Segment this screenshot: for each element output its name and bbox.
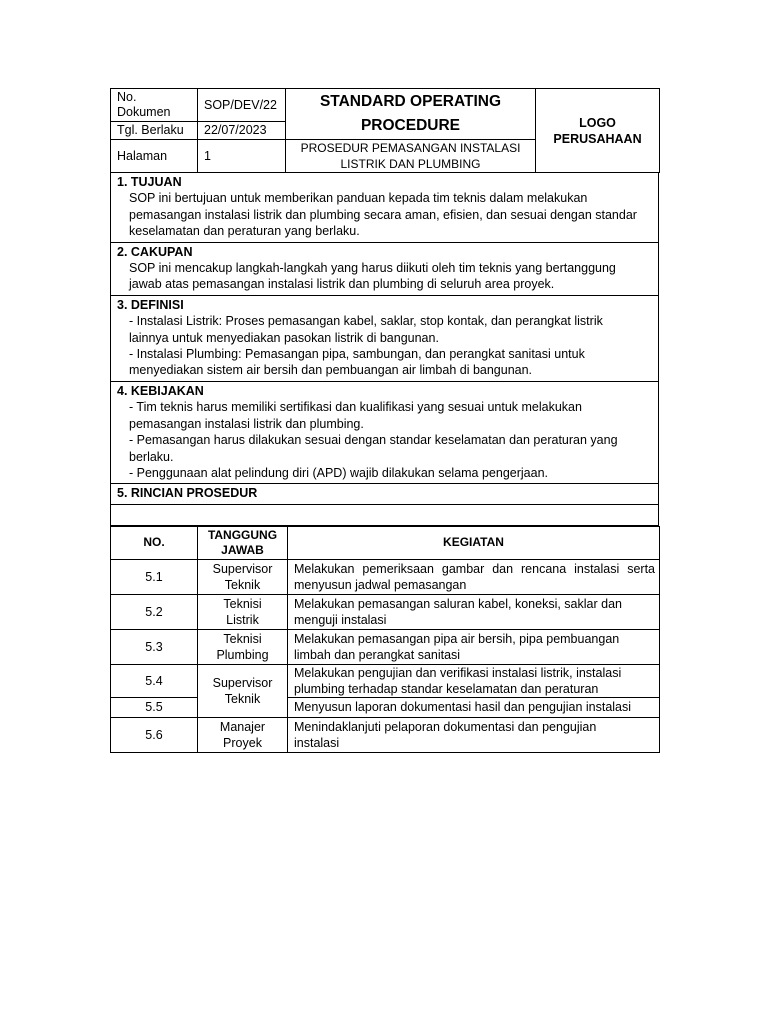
activity-line-2: plumbing terhadap standar keselamatan dan peraturan: [294, 681, 599, 696]
col-header-no: NO.: [111, 526, 198, 559]
table-row: [111, 594, 660, 629]
effective-date-value: 22/07/2023: [198, 122, 286, 140]
section-line: pemasangan instalasi listrik dan plumbing.: [129, 416, 364, 431]
activity-line-1: Melakukan pemeriksaan gambar dan rencana instalasi serta: [294, 561, 655, 576]
table-header-row: [111, 526, 660, 559]
section-line: berlaku.: [129, 449, 174, 464]
step-number: 5.2: [111, 594, 198, 629]
col-header-responsible-line-2: JAWAB: [221, 542, 264, 557]
spacer-row: [110, 505, 659, 526]
activity-line-2: menguji instalasi: [294, 612, 387, 627]
section-cakupan: [110, 243, 659, 296]
section-title: 4. KEBIJAKAN: [117, 383, 204, 398]
section-title: 3. DEFINISI: [117, 297, 184, 312]
section-line: pemasangan instalasi listrik dan plumbing secara aman, efisien, dan sesuai dengan standar: [129, 207, 637, 222]
responsible-line-1: Supervisor: [212, 675, 273, 690]
document-title: [286, 89, 536, 140]
step-activity: [288, 717, 660, 752]
col-header-activity: KEGIATAN: [288, 526, 660, 559]
responsible-line-1: Manajer: [219, 719, 266, 734]
section-line: - Instalasi Plumbing: Pemasangan pipa, sambungan, dan perangkat sanitasi untuk: [129, 347, 585, 362]
responsible-line-2: Proyek: [223, 735, 262, 750]
logo-line-2: PERUSAHAAN: [553, 131, 642, 146]
activity-line-2: instalasi: [294, 735, 340, 750]
col-header-responsible-line-1: TANGGUNG: [207, 527, 278, 542]
sop-document: [110, 88, 659, 753]
responsible-line-2: Teknik: [224, 577, 261, 592]
step-activity: [288, 629, 660, 664]
doc-no-label: No. Dokumen: [111, 89, 198, 122]
section-line: jawab atas pemasangan instalasi listrik dan plumbing di seluruh area proyek.: [129, 277, 555, 292]
step-activity: [288, 594, 660, 629]
step-number: 5.3: [111, 629, 198, 664]
page-label: Halaman: [111, 140, 198, 173]
logo-line-1: LOGO: [579, 115, 616, 130]
responsible-line-1: Supervisor: [212, 561, 273, 576]
section-rincian-prosedur: [110, 484, 659, 504]
section-title: 2. CAKUPAN: [117, 244, 193, 259]
step-responsible: [198, 629, 288, 664]
section-line: keselamatan dan peraturan yang berlaku.: [129, 224, 360, 239]
subtitle-line-2: LISTRIK DAN PLUMBING: [340, 157, 481, 171]
step-responsible: [198, 664, 288, 717]
subtitle-line-1: PROSEDUR PEMASANGAN INSTALASI: [300, 141, 521, 155]
company-logo-placeholder: [536, 89, 660, 173]
responsible-line-2: Teknik: [224, 691, 261, 706]
section-line: lainnya untuk menyediakan pasokan listrik di bangunan.: [129, 330, 439, 345]
page-value: 1: [198, 140, 286, 173]
document-header: [110, 88, 660, 173]
activity-line-2: menyusun jadwal pemasangan: [294, 577, 467, 592]
document-subtitle: [286, 140, 536, 173]
step-number: 5.1: [111, 559, 198, 594]
section-definisi: [110, 296, 659, 382]
step-number: 5.6: [111, 717, 198, 752]
section-line: - Instalasi Listrik: Proses pemasangan kabel, saklar, stop kontak, dan perangkat listrik: [129, 314, 603, 329]
section-title: 5. RINCIAN PROSEDUR: [117, 486, 258, 501]
step-activity: [288, 664, 660, 697]
section-line: - Tim teknis harus memiliki sertifikasi dan kualifikasi yang sesuai untuk melakukan: [129, 400, 582, 415]
section-line: menyediakan sistem air bersih dan pembuangan air limbah di bangunan.: [129, 363, 533, 378]
title-line-1: STANDARD OPERATING: [319, 93, 502, 110]
table-row: [111, 717, 660, 752]
step-responsible: [198, 559, 288, 594]
effective-date-label: Tgl. Berlaku: [111, 122, 198, 140]
step-number: 5.5: [111, 697, 198, 717]
activity-line-1: Melakukan pemasangan saluran kabel, koneksi, saklar dan: [294, 596, 622, 611]
procedure-table: [110, 526, 660, 753]
responsible-line-1: Teknisi: [223, 596, 262, 611]
step-activity: [288, 559, 660, 594]
step-activity: Menyusun laporan dokumentasi hasil dan pengujian instalasi: [288, 697, 660, 717]
title-line-2: PROCEDURE: [360, 117, 461, 134]
activity-line-2: limbah dan perangkat sanitasi: [294, 647, 461, 662]
section-line: SOP ini mencakup langkah-langkah yang harus diikuti oleh tim teknis yang bertanggung: [129, 261, 616, 276]
section-title: 1. TUJUAN: [117, 175, 182, 189]
section-line: - Penggunaan alat pelindung diri (APD) wajib dilakukan selama pengerjaan.: [129, 465, 549, 480]
activity-line-1: Menindaklanjuti pelaporan dokumentasi dan pengujian: [294, 719, 597, 734]
doc-no-value: SOP/DEV/22: [198, 89, 286, 122]
step-responsible: [198, 717, 288, 752]
table-row: [111, 559, 660, 594]
section-line: - Pemasangan harus dilakukan sesuai dengan standar keselamatan dan peraturan yang: [129, 433, 618, 448]
activity-line-1: Melakukan pengujian dan verifikasi instalasi listrik, instalasi: [294, 665, 622, 680]
activity-line-1: Melakukan pemasangan pipa air bersih, pipa pembuangan: [294, 631, 620, 646]
table-row: [111, 664, 660, 697]
step-number: 5.4: [111, 664, 198, 697]
section-line: SOP ini bertujuan untuk memberikan panduan kepada tim teknis dalam melakukan: [129, 191, 588, 206]
responsible-line-2: Listrik: [226, 612, 259, 627]
section-tujuan: [110, 173, 659, 243]
table-row: [111, 697, 660, 717]
col-header-responsible: [198, 526, 288, 559]
responsible-line-1: Teknisi: [223, 631, 262, 646]
responsible-line-2: Plumbing: [216, 647, 269, 662]
step-responsible: [198, 594, 288, 629]
section-kebijakan: [110, 382, 659, 484]
table-row: [111, 629, 660, 664]
